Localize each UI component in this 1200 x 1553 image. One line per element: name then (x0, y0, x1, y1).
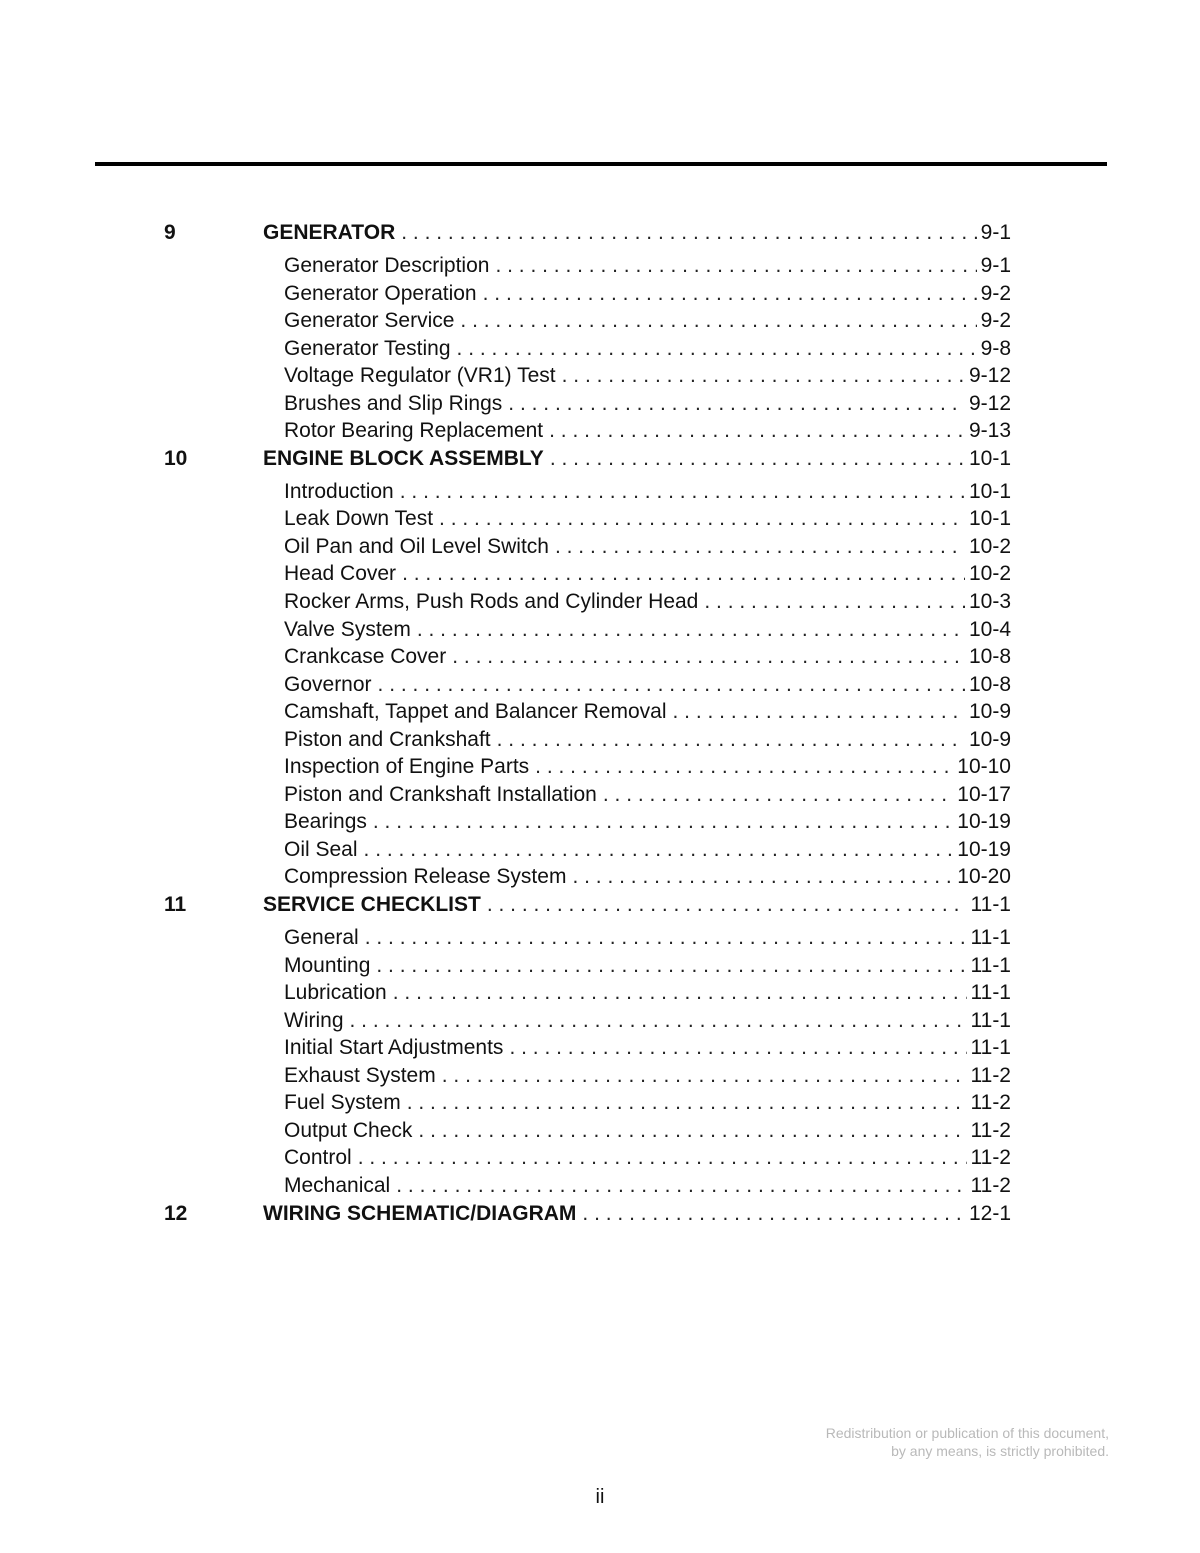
dot-leader (373, 810, 953, 834)
dot-leader (509, 1036, 966, 1060)
toc-entry-row[interactable] (0, 836, 1200, 864)
dot-leader (393, 981, 967, 1005)
entry-title[interactable]: Generator Testing (284, 336, 451, 360)
toc-entry-row[interactable] (0, 505, 1200, 533)
entry-page: 9-2 (980, 309, 1011, 333)
entry-title[interactable]: Wiring (284, 1008, 344, 1032)
header-rule (95, 162, 1107, 166)
entry-title[interactable]: Inspection of Engine Parts (284, 755, 530, 779)
entry-line (284, 590, 1011, 614)
toc-entry-row[interactable] (0, 307, 1200, 335)
toc-entry-row[interactable] (0, 1034, 1200, 1062)
dot-leader (495, 254, 976, 278)
entry-title[interactable]: Exhaust System (284, 1063, 436, 1087)
entry-line (284, 254, 1011, 278)
toc-entry-row[interactable] (0, 726, 1200, 754)
entry-page: 11-2 (970, 1063, 1011, 1087)
entry-page: 10-8 (968, 672, 1011, 696)
entry-line (284, 981, 1011, 1005)
chapter-line (263, 1202, 1011, 1226)
entry-page: 10-19 (957, 810, 1011, 834)
entry-line (284, 1064, 1011, 1088)
entry-line (284, 1009, 1011, 1033)
entry-line (284, 755, 1011, 779)
entry-page: 11-1 (970, 1008, 1011, 1032)
entry-line (284, 645, 1011, 669)
entry-title[interactable]: Piston and Crankshaft (284, 727, 491, 751)
dot-leader (572, 865, 953, 889)
chapter-number: 11 (164, 893, 187, 917)
entry-line (284, 364, 1011, 388)
entry-line (284, 865, 1011, 889)
dot-leader (442, 1064, 967, 1088)
entry-line (284, 1036, 1011, 1060)
entry-page: 10-9 (968, 700, 1011, 724)
toc-entry-row[interactable] (0, 335, 1200, 363)
dot-leader (364, 838, 954, 862)
entry-line (284, 535, 1011, 559)
page-number: ii (595, 1486, 605, 1508)
chapter-page: 12-1 (968, 1201, 1011, 1225)
entry-title[interactable]: Generator Description (284, 254, 490, 277)
toc-entry-row[interactable] (0, 924, 1200, 952)
entry-title[interactable]: Head Cover (284, 562, 397, 586)
entry-page: 10-4 (968, 617, 1011, 641)
entry-page: 11-1 (970, 953, 1011, 977)
entry-line (284, 392, 1011, 416)
entry-line (284, 1174, 1011, 1198)
entry-title[interactable]: Brushes and Slip Rings (284, 391, 503, 415)
toc-entry-row[interactable] (0, 390, 1200, 418)
dot-leader (508, 392, 965, 416)
entry-title[interactable]: Lubrication (284, 981, 387, 1005)
dot-leader (378, 673, 965, 697)
dot-leader (704, 590, 965, 614)
entry-line (284, 507, 1011, 531)
toc-entry-row[interactable] (0, 698, 1200, 726)
dot-leader (376, 954, 966, 978)
entry-page: 9-2 (980, 281, 1011, 305)
toc-entry-row[interactable] (0, 952, 1200, 980)
entry-line (284, 1091, 1011, 1115)
chapter-page: 11-1 (970, 893, 1011, 917)
toc-entry-row[interactable] (0, 280, 1200, 308)
entry-title[interactable]: Mounting (284, 953, 371, 977)
entry-page: 10-10 (957, 755, 1011, 779)
toc-entry-row[interactable] (0, 643, 1200, 671)
dot-leader (603, 783, 953, 807)
entry-title[interactable]: Initial Start Adjustments (284, 1036, 504, 1060)
entry-page: 10-3 (968, 590, 1011, 614)
toc-chapter-row[interactable] (0, 1200, 1200, 1233)
entry-page: 11-1 (970, 1036, 1011, 1060)
toc-chapter-row[interactable] (0, 219, 1200, 252)
dot-leader (439, 507, 965, 531)
entry-title[interactable]: Valve System (284, 617, 411, 641)
dot-leader (400, 480, 965, 504)
entry-page: 11-2 (970, 1146, 1011, 1170)
entry-line (284, 728, 1011, 752)
toc-entry-row[interactable] (0, 417, 1200, 445)
chapter-number: 12 (164, 1201, 188, 1225)
toc-entry-row[interactable] (0, 533, 1200, 561)
entry-page: 9-12 (968, 391, 1011, 415)
entry-title[interactable]: Rotor Bearing Replacement (284, 419, 544, 443)
chapter-page: 9-1 (980, 221, 1011, 244)
entry-title[interactable]: Output Check (284, 1118, 413, 1142)
toc-entry-row[interactable] (0, 252, 1200, 280)
entry-page: 11-1 (970, 926, 1011, 950)
chapter-title[interactable]: WIRING SCHEMATIC/DIAGRAM (263, 1201, 577, 1225)
dot-leader (549, 419, 965, 443)
toc-entry-row[interactable] (0, 1144, 1200, 1172)
dot-leader (550, 447, 965, 471)
entry-page: 10-8 (968, 645, 1011, 669)
entry-page: 9-1 (980, 254, 1011, 277)
entry-line (284, 480, 1011, 504)
dot-leader (487, 893, 967, 917)
entry-title[interactable]: Generator Service (284, 309, 455, 333)
toc-entry-row[interactable] (0, 588, 1200, 616)
toc-entry-row[interactable] (0, 671, 1200, 699)
toc-entry-row[interactable] (0, 1117, 1200, 1145)
chapter-title[interactable]: SERVICE CHECKLIST (263, 893, 481, 917)
entry-line (284, 954, 1011, 978)
entry-title[interactable]: Piston and Crankshaft Installation (284, 782, 597, 806)
entry-line (284, 783, 1011, 807)
entry-line (284, 810, 1011, 834)
entry-line (284, 419, 1011, 443)
entry-title[interactable]: Camshaft, Tappet and Balancer Removal (284, 700, 667, 724)
toc-entry-row[interactable] (0, 863, 1200, 891)
entry-title[interactable]: Oil Seal (284, 837, 358, 861)
dot-leader (452, 645, 965, 669)
entry-line (284, 1119, 1011, 1143)
dot-leader (562, 364, 965, 388)
entry-title[interactable]: Introduction (284, 479, 394, 503)
entry-line (284, 700, 1011, 724)
toc-entry-row[interactable] (0, 1007, 1200, 1035)
entry-title[interactable]: Generator Operation (284, 281, 477, 305)
toc-entry-row[interactable] (0, 1089, 1200, 1117)
toc-entry-row[interactable] (0, 560, 1200, 588)
entry-title[interactable]: Crankcase Cover (284, 645, 447, 669)
entry-page: 11-2 (970, 1173, 1011, 1197)
entry-page: 9-13 (968, 419, 1011, 443)
dot-leader (497, 728, 965, 752)
dot-leader (402, 562, 965, 586)
entry-line (284, 1146, 1011, 1170)
dot-leader (535, 755, 953, 779)
entry-line (284, 337, 1011, 361)
chapter-title[interactable]: ENGINE BLOCK ASSEMBLY (263, 446, 544, 470)
table-of-contents (0, 219, 1200, 1233)
chapter-number: 10 (164, 446, 188, 470)
entry-title[interactable]: Leak Down Test (284, 507, 434, 531)
entry-page: 10-2 (968, 534, 1011, 558)
entry-line (284, 562, 1011, 586)
entry-page: 10-1 (968, 507, 1011, 531)
dot-leader (483, 282, 977, 306)
dot-leader (460, 309, 976, 333)
entry-title[interactable]: Mechanical (284, 1173, 391, 1197)
entry-page: 10-19 (957, 837, 1011, 861)
chapter-number: 9 (164, 221, 176, 244)
dot-leader (418, 1119, 966, 1143)
entry-line (284, 282, 1011, 306)
toc-entry-row[interactable] (0, 808, 1200, 836)
dot-leader (358, 1146, 967, 1170)
dot-leader (417, 618, 965, 642)
entry-title[interactable]: Governor (284, 672, 372, 696)
dot-leader (365, 926, 967, 950)
toc-entry-row[interactable] (0, 478, 1200, 506)
entry-title[interactable]: Voltage Regulator (VR1) Test (284, 364, 556, 388)
toc-entry-row[interactable] (0, 979, 1200, 1007)
dot-leader (457, 337, 977, 361)
entry-page: 11-1 (970, 981, 1011, 1005)
chapter-title[interactable]: GENERATOR (263, 221, 396, 244)
dot-leader (401, 221, 976, 245)
entry-title[interactable]: Oil Pan and Oil Level Switch (284, 534, 549, 558)
toc-entry-row[interactable] (0, 781, 1200, 809)
entry-title[interactable]: Compression Release System (284, 865, 567, 889)
toc-entry-row[interactable] (0, 362, 1200, 390)
dot-leader (350, 1009, 967, 1033)
entry-page: 10-17 (957, 782, 1011, 806)
toc-entry-row[interactable] (0, 616, 1200, 644)
entry-title[interactable]: General (284, 926, 359, 950)
entry-title[interactable]: Control (284, 1146, 352, 1170)
toc-chapter-row[interactable] (0, 445, 1200, 478)
chapter-line (263, 893, 1011, 917)
entry-line (284, 309, 1011, 333)
dot-leader (555, 535, 965, 559)
entry-title[interactable]: Fuel System (284, 1091, 401, 1115)
entry-title[interactable]: Bearings (284, 810, 367, 834)
dot-leader (582, 1202, 965, 1226)
dot-leader (407, 1091, 967, 1115)
chapter-line (263, 447, 1011, 471)
entry-page: 10-2 (968, 562, 1011, 586)
redistribution-notice (826, 1424, 1109, 1460)
entry-page: 11-2 (970, 1091, 1011, 1115)
entry-line (284, 926, 1011, 950)
notice-line-2: by any means, is strictly prohibited. (891, 1443, 1109, 1459)
entry-line (284, 838, 1011, 862)
entry-page: 10-20 (957, 865, 1011, 889)
toc-entry-row[interactable] (0, 753, 1200, 781)
entry-page: 9-12 (968, 364, 1011, 388)
entry-page: 9-8 (980, 336, 1011, 360)
entry-line (284, 618, 1011, 642)
chapter-page: 10-1 (968, 446, 1011, 470)
notice-line-1: Redistribution or publication of this document, (825, 1425, 1109, 1441)
toc-entry-row[interactable] (0, 1172, 1200, 1200)
entry-page: 10-1 (968, 479, 1011, 503)
dot-leader (396, 1174, 966, 1198)
chapter-line (263, 221, 1011, 245)
entry-page: 11-2 (970, 1118, 1011, 1142)
dot-leader (673, 700, 965, 724)
toc-chapter-row[interactable] (0, 891, 1200, 924)
entry-title[interactable]: Rocker Arms, Push Rods and Cylinder Head (284, 590, 699, 614)
toc-entry-row[interactable] (0, 1062, 1200, 1090)
entry-page: 10-9 (968, 727, 1011, 751)
entry-line (284, 673, 1011, 697)
